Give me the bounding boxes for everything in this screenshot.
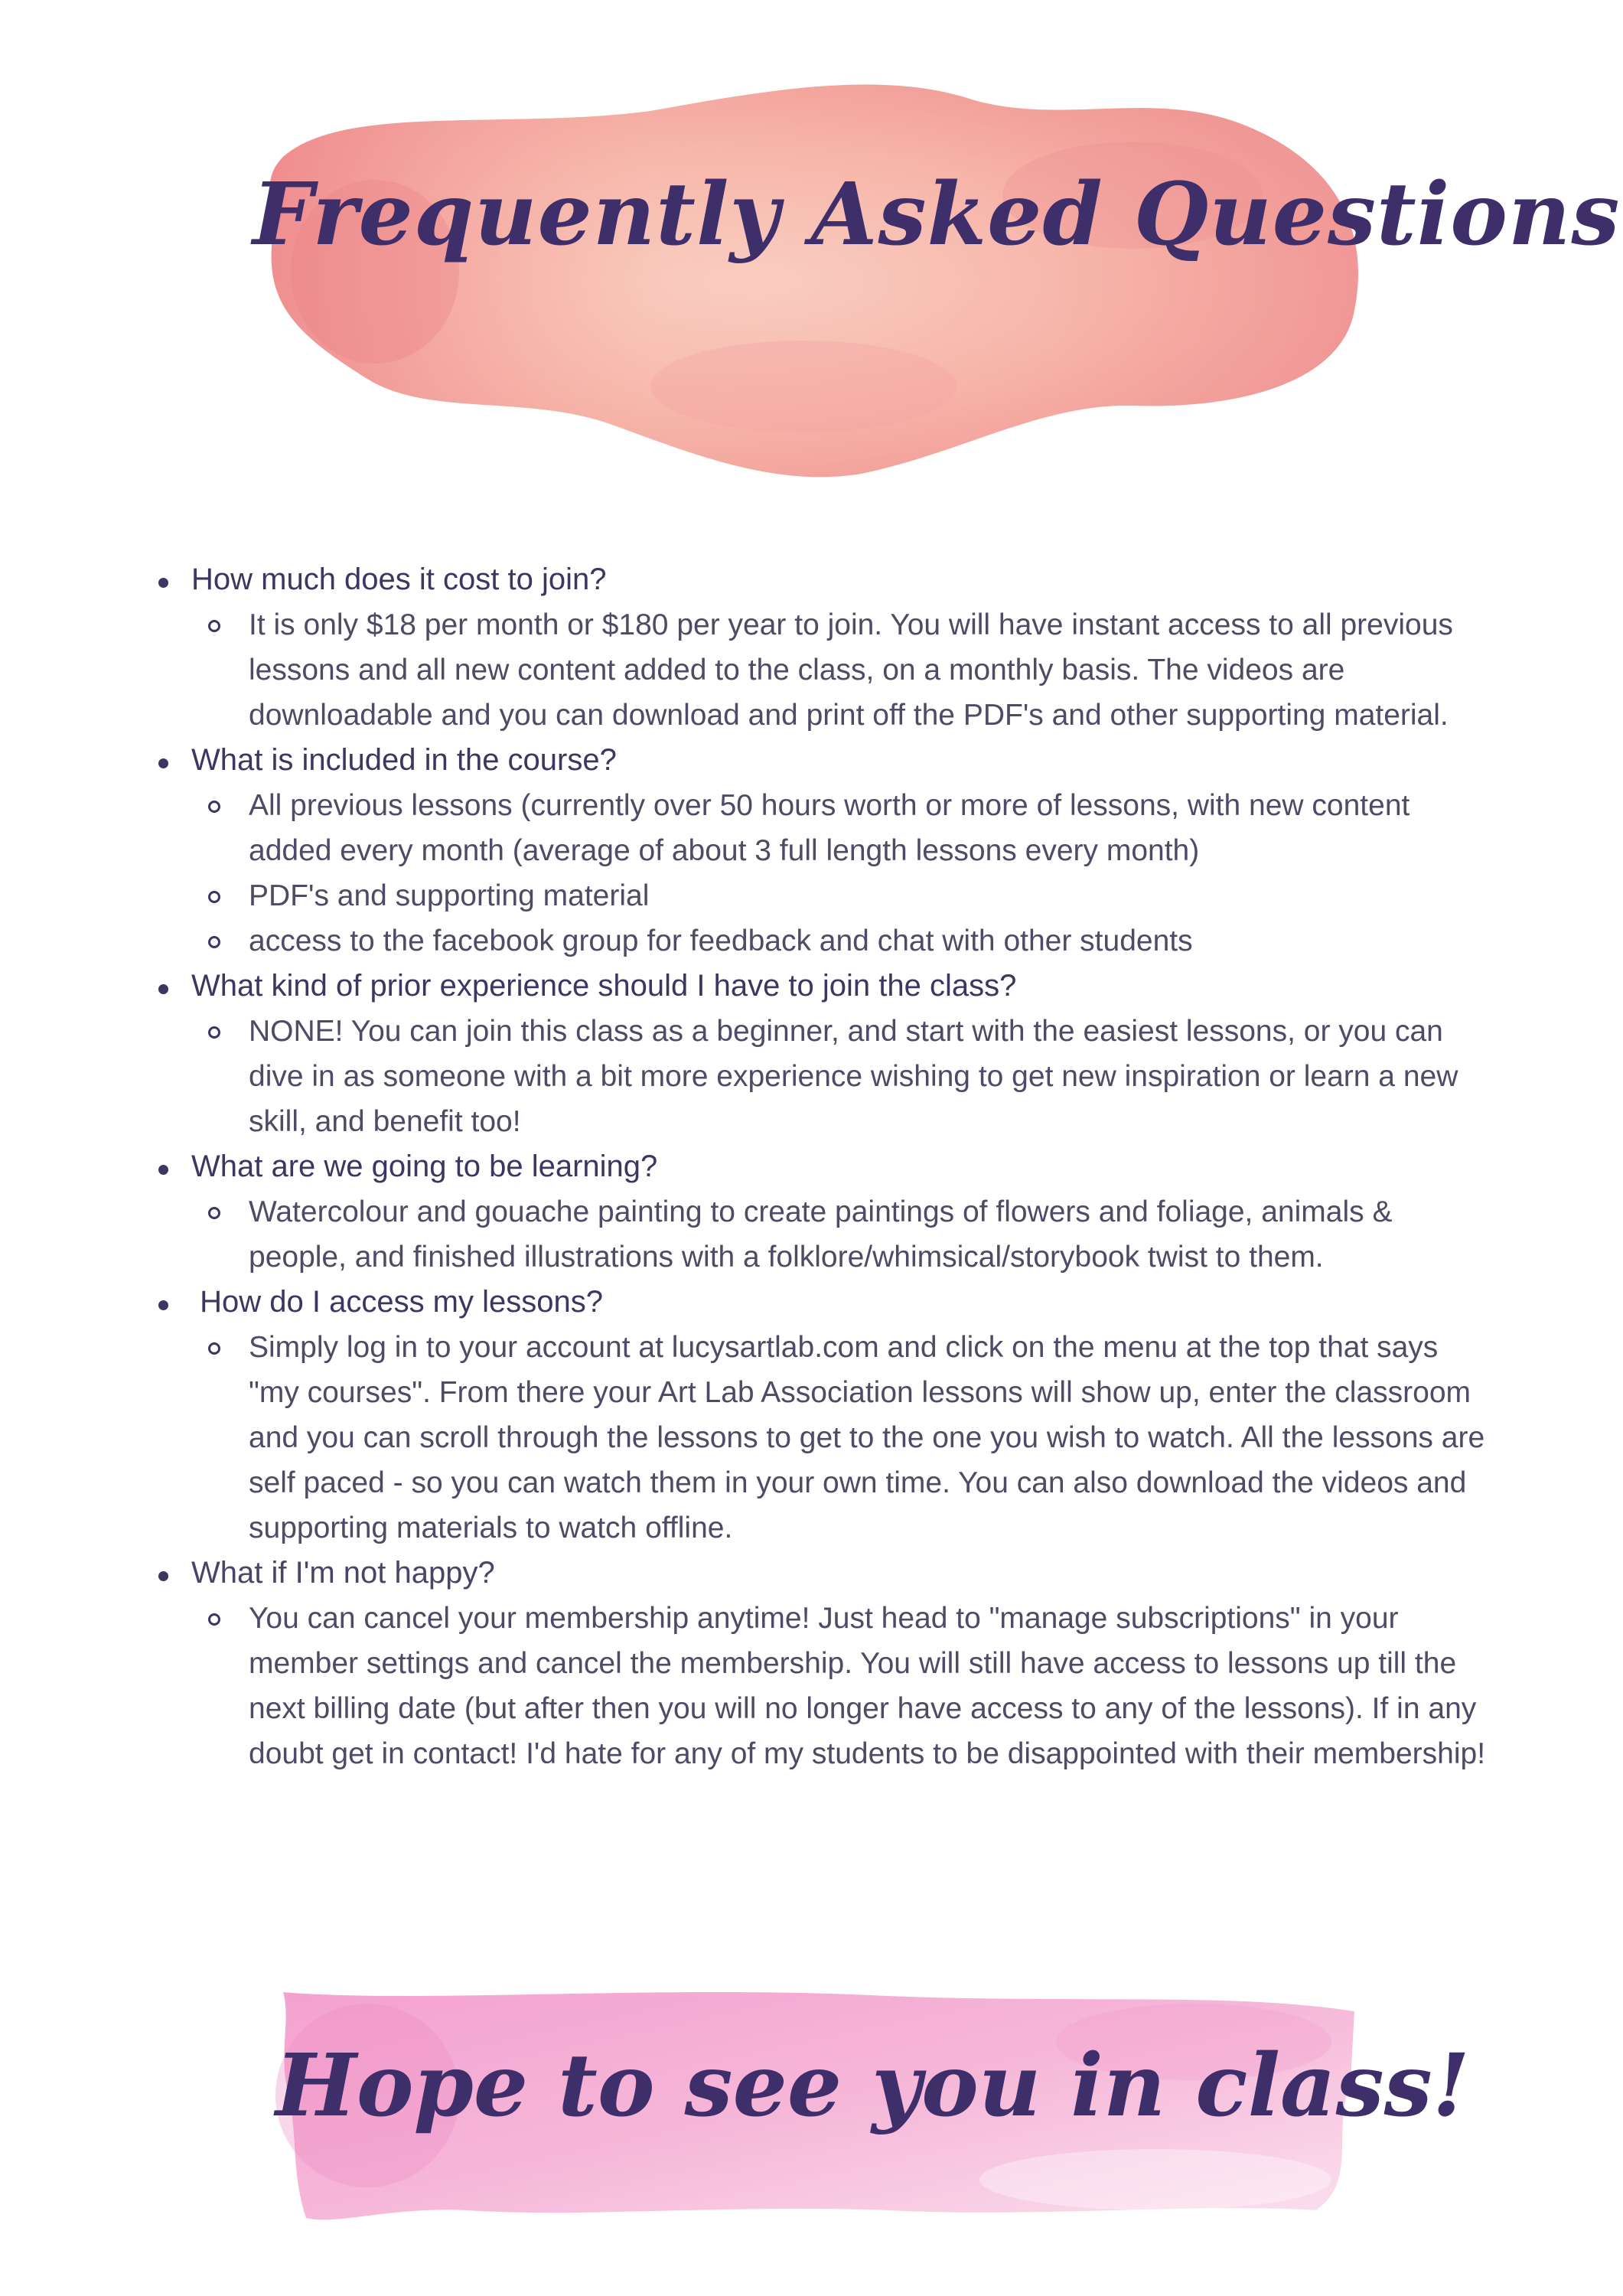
faq-answer: access to the facebook group for feedback and chat with other students <box>191 918 1496 964</box>
faq-answers <box>191 1189 1496 1280</box>
faq-answers <box>191 1596 1496 1776</box>
faq-question: What are we going to be learning? <box>191 1150 658 1183</box>
faq-answer: Watercolour and gouache painting to create paintings of flowers and foliage, animals & people, and finished illustrations with a folklore/whimsical/storybook twist to them. <box>191 1189 1496 1280</box>
faq-answers <box>191 1325 1496 1551</box>
faq-item-experience <box>149 964 1496 1144</box>
faq-question: What if I'm not happy? <box>191 1556 495 1590</box>
faq-answers <box>191 602 1496 738</box>
faq-answer: You can cancel your membership anytime! Just head to "manage subscriptions" in your member settings and cancel the membership. You will still have access to lessons up till the next billing date (but after then you will no longer have access to any of the lessons). If in any doubt get in contact! I'd hate for any of my students to be disappointed with their membership! <box>191 1596 1496 1776</box>
faq-answer: Simply log in to your account at lucysartlab.com and click on the menu at the top that says "my courses". From there your Art Lab Association lessons will show up, enter the classroom and you can scroll through the lessons to get to the one you wish to watch. All the lessons are self paced - so you can watch them in your own time. You can also download the videos and supporting materials to watch offline. <box>191 1325 1496 1551</box>
header-watercolor-splash <box>253 57 1621 486</box>
faq-item-included <box>149 738 1496 964</box>
faq-answer: NONE! You can join this class as a beginner, and start with the easiest lessons, or you can dive in as someone with a bit more experience wishing to get new inspiration or learn a new skill, and benefit too! <box>191 1009 1496 1144</box>
faq-question: What is included in the course? <box>191 743 617 777</box>
faq-answer: It is only $18 per month or $180 per year to join. You will have instant access to all previous lessons and all new content added to the class, on a monthly basis. The videos are downloadable and you can download and print off the PDF's and other supporting material. <box>191 602 1496 738</box>
faq-list <box>149 557 1496 1776</box>
faq-question: How much does it cost to join? <box>191 563 607 596</box>
faq-item-not-happy <box>149 1551 1496 1776</box>
faq-answer: PDF's and supporting material <box>191 873 1496 918</box>
faq-answers <box>191 1009 1496 1144</box>
faq-answer: All previous lessons (currently over 50 hours worth or more of lessons, with new content added every month (average of about 3 full length lessons every month) <box>191 783 1496 873</box>
faq-question: How do I access my lessons? <box>191 1285 603 1319</box>
closing-message: Hope to see you in class! <box>275 2036 1470 2136</box>
faq-item-learning <box>149 1144 1496 1280</box>
page-title: Frequently Asked Questions <box>253 165 1621 265</box>
faq-item-access <box>149 1280 1496 1551</box>
faq-question: What kind of prior experience should I have to join the class? <box>191 969 1017 1003</box>
faq-item-cost <box>149 557 1496 738</box>
faq-answers <box>191 783 1496 964</box>
